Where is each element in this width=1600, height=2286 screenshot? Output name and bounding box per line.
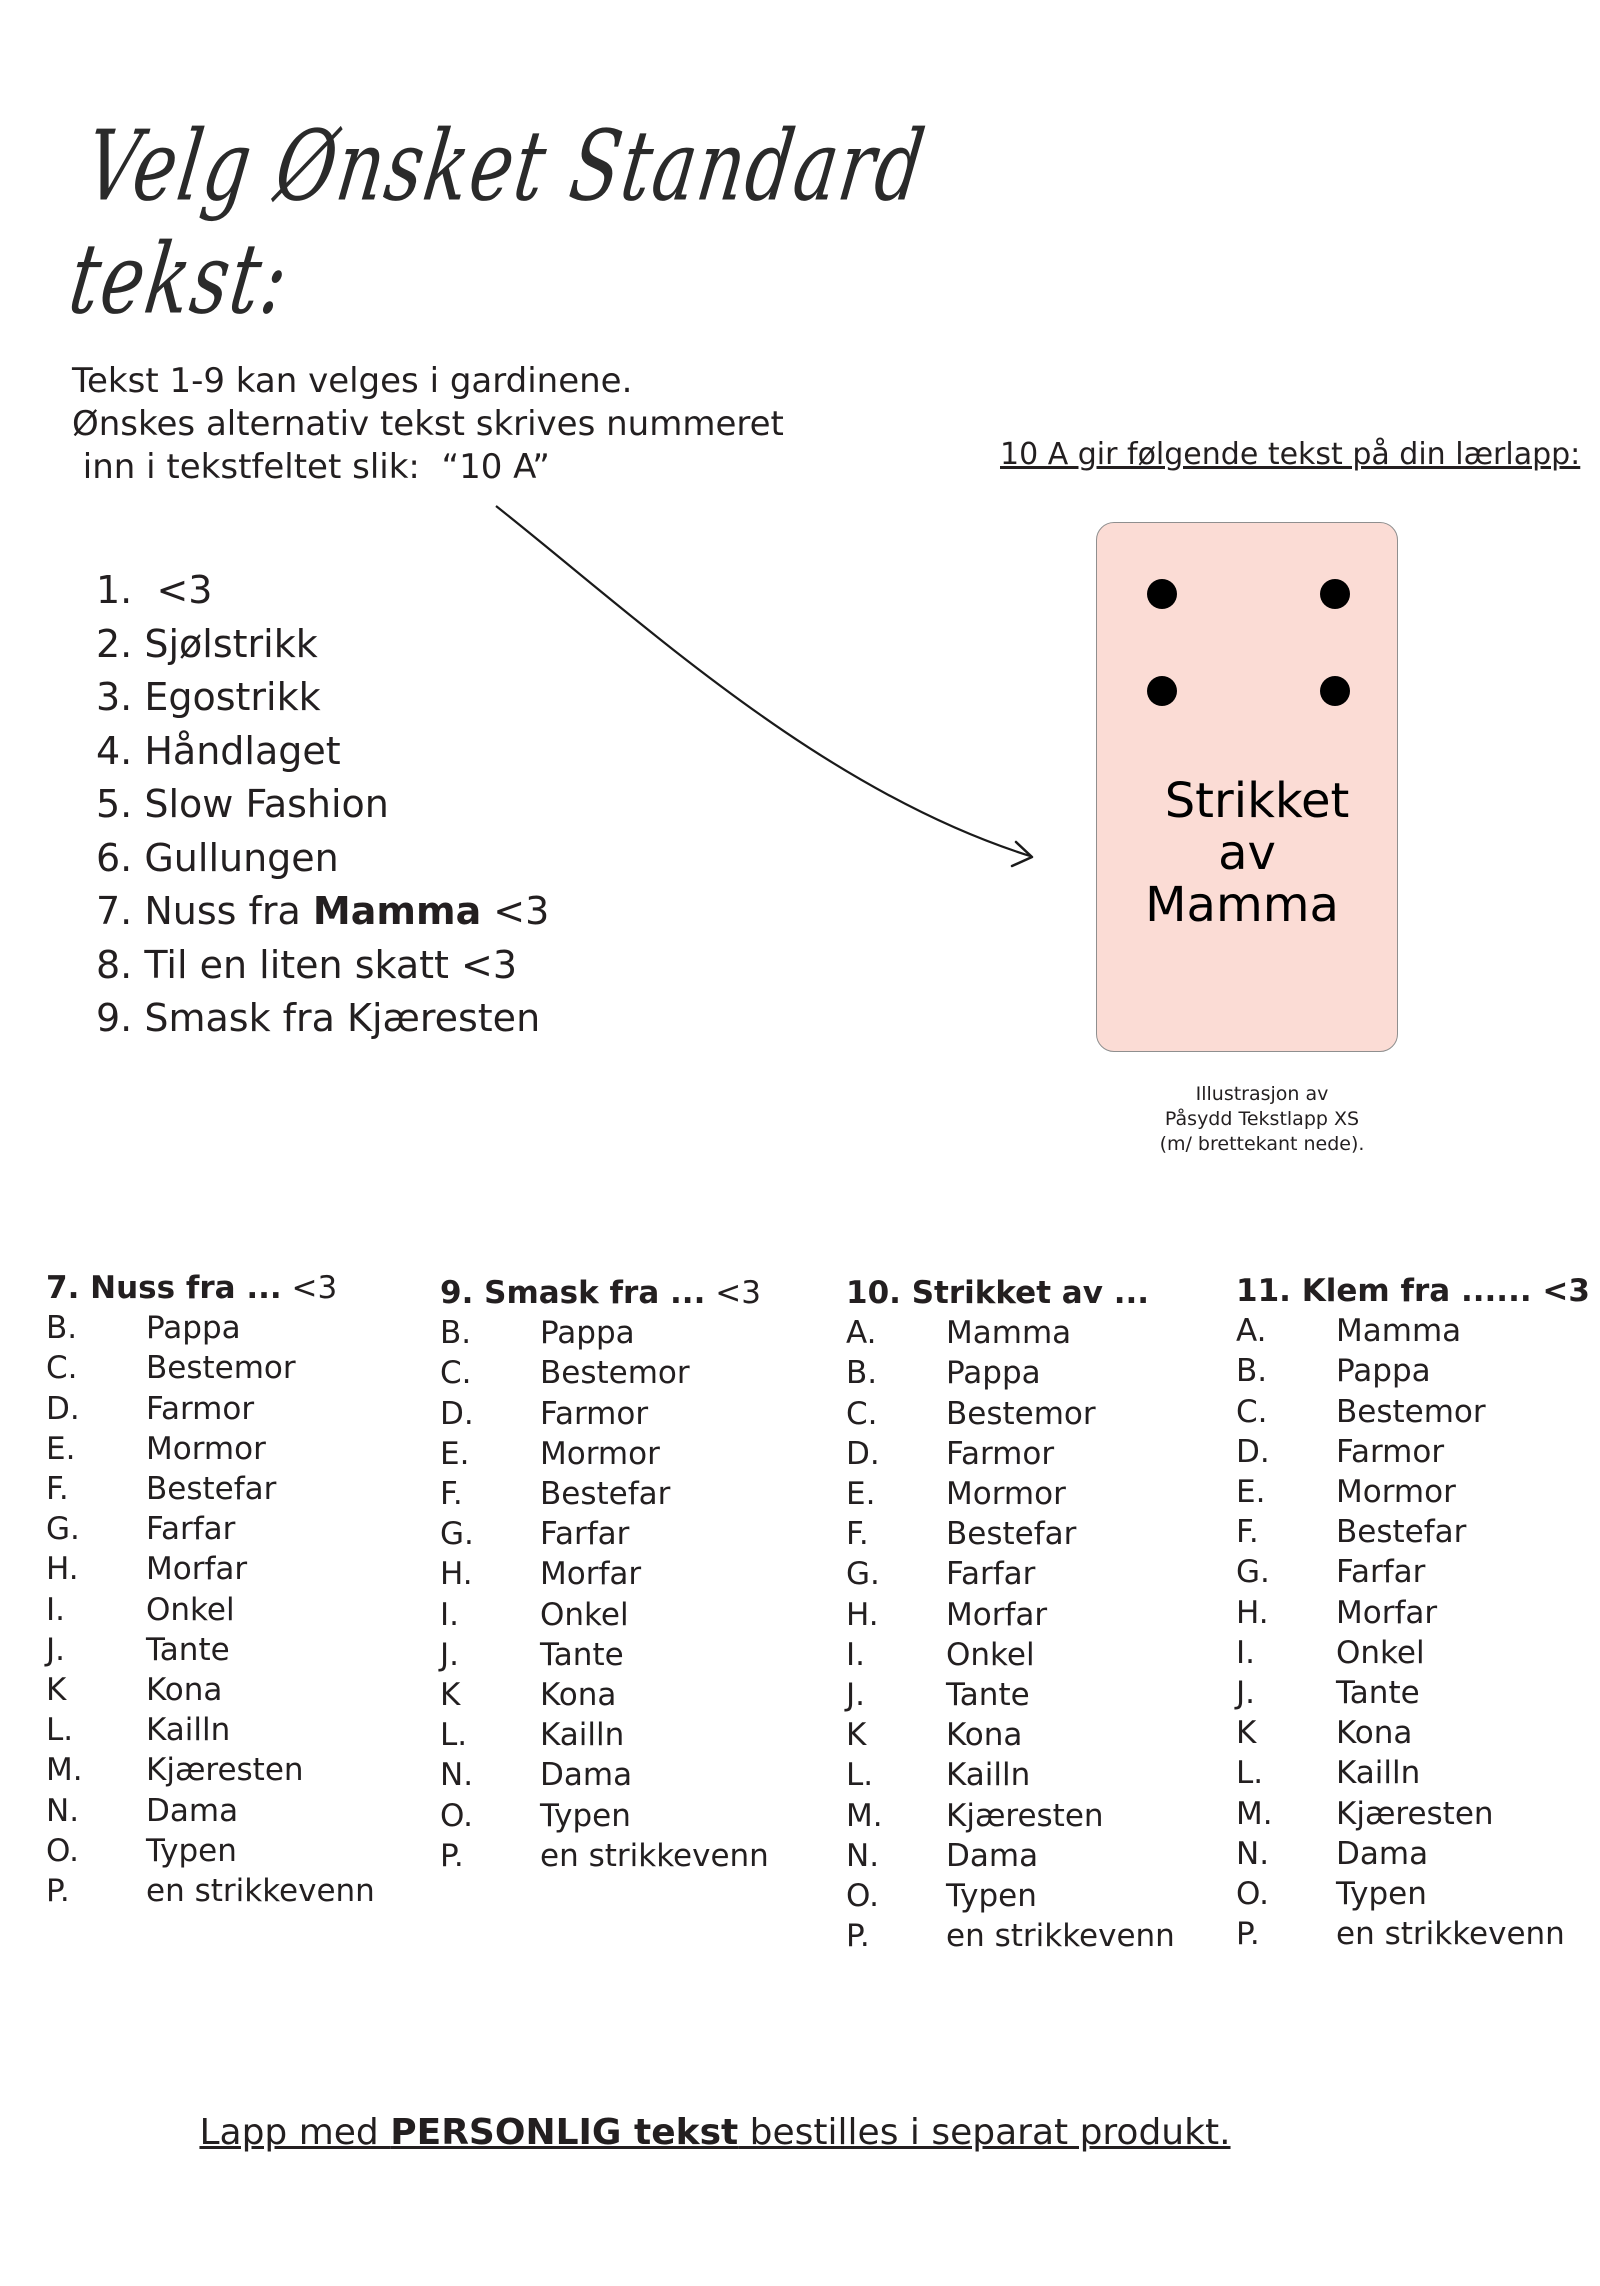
- table-row: K Kona: [440, 1677, 617, 1714]
- caption-line: (m/ brettekant nede).: [1159, 1133, 1365, 1155]
- table-row: O. Typen: [46, 1832, 237, 1869]
- table-row: C. Bestemor: [440, 1355, 690, 1392]
- table-row: L. Kailln: [1236, 1755, 1421, 1792]
- table-row: I. Onkel: [46, 1591, 235, 1628]
- caption-line: Illustrasjon av: [1195, 1083, 1329, 1105]
- card-line: Mamma: [1145, 877, 1339, 933]
- hole-icon: [1147, 676, 1177, 706]
- table-row: H. Morfar: [1236, 1594, 1438, 1631]
- page-title: Velg Ønsket Standard tekst:: [63, 108, 933, 336]
- table-row: I. Onkel: [440, 1596, 629, 1633]
- table-row: A. Mamma: [1236, 1313, 1462, 1350]
- column-smask-fra: [440, 1273, 820, 1876]
- hole-icon: [1320, 676, 1350, 706]
- table-row: H. Morfar: [440, 1556, 642, 1593]
- card-line: Strikket: [1164, 773, 1350, 829]
- table-row: A. Mamma: [846, 1315, 1072, 1352]
- table-row: B. Pappa: [440, 1315, 635, 1352]
- table-row: C. Bestemor: [46, 1350, 296, 1387]
- table-row: F. Bestefar: [1236, 1514, 1467, 1551]
- list-item: 6. Gullungen: [96, 835, 339, 880]
- table-row: N. Dama: [440, 1757, 633, 1794]
- table-row: L. Kailln: [46, 1712, 231, 1749]
- table-row: O. Typen: [440, 1797, 631, 1834]
- hole-icon: [1320, 579, 1350, 609]
- table-row: B. Pappa: [46, 1310, 241, 1347]
- list-item: 5. Slow Fashion: [96, 782, 389, 826]
- card-text: [1097, 775, 1397, 931]
- column-heading: 9. Smask fra ... <3: [440, 1275, 761, 1311]
- table-row: H. Morfar: [846, 1596, 1048, 1633]
- table-row: C. Bestemor: [1236, 1393, 1486, 1430]
- table-row: F. Bestefar: [440, 1476, 671, 1513]
- table-row: F. Bestefar: [846, 1516, 1077, 1553]
- table-row: P. en strikkevenn: [846, 1918, 1175, 1955]
- table-row: D. Farmor: [846, 1435, 1055, 1472]
- table-row: P. en strikkevenn: [46, 1873, 375, 1910]
- column-heading: 7. Nuss fra ... <3: [46, 1270, 338, 1306]
- table-row: D. Farmor: [440, 1395, 649, 1432]
- table-row: F. Bestefar: [46, 1471, 277, 1508]
- column-heading: 10. Strikket av ...: [846, 1275, 1150, 1311]
- column-nuss-fra: [46, 1268, 426, 1911]
- list-item: 7. Nuss fra Mamma <3: [96, 889, 550, 933]
- intro-line: Tekst 1-9 kan velges i gardinene.: [72, 361, 633, 401]
- table-row: O. Typen: [1236, 1876, 1427, 1913]
- table-row: I. Onkel: [846, 1636, 1035, 1673]
- caption-line: Påsydd Tekstlapp XS: [1164, 1108, 1360, 1130]
- table-row: K Kona: [846, 1717, 1023, 1754]
- table-row: N. Dama: [46, 1792, 239, 1829]
- table-row: B. Pappa: [846, 1355, 1041, 1392]
- example-heading: 10 A gir følgende tekst på din lærlapp:: [1000, 437, 1581, 472]
- list-item: 1. <3: [96, 568, 213, 612]
- intro-line: Ønskes alternativ tekst skrives nummeret: [72, 404, 784, 444]
- card-caption: [1112, 1082, 1412, 1157]
- table-row: I. Onkel: [1236, 1634, 1425, 1671]
- table-row: E. Mormor: [440, 1435, 660, 1472]
- list-item: 9. Smask fra Kjæresten: [96, 996, 541, 1040]
- hole-icon: [1147, 579, 1177, 609]
- table-row: G. Farfar: [1236, 1554, 1426, 1591]
- column-klem-fra: [1236, 1271, 1600, 1954]
- table-row: N. Dama: [846, 1837, 1039, 1874]
- table-row: G. Farfar: [440, 1516, 630, 1553]
- table-row: P. en strikkevenn: [1236, 1916, 1565, 1953]
- list-item: 3. Egostrikk: [96, 675, 321, 719]
- table-row: J. Tante: [46, 1631, 230, 1668]
- footer-note: Lapp med PERSONLIG tekst bestilles i separat produkt.: [199, 2112, 1231, 2153]
- table-row: D. Farmor: [1236, 1433, 1445, 1470]
- table-row: J. Tante: [1236, 1675, 1420, 1712]
- table-row: E. Mormor: [1236, 1474, 1456, 1511]
- table-row: M. Kjæresten: [846, 1797, 1104, 1834]
- table-row: B. Pappa: [1236, 1353, 1431, 1390]
- column-heading: 11. Klem fra ...... <3: [1236, 1273, 1590, 1309]
- table-row: K Kona: [1236, 1715, 1413, 1752]
- label-card: [1096, 522, 1398, 1052]
- table-row: N. Dama: [1236, 1835, 1429, 1872]
- table-row: M. Kjæresten: [1236, 1795, 1494, 1832]
- list-item: 2. Sjølstrikk: [96, 621, 318, 666]
- table-row: G. Farfar: [846, 1556, 1036, 1593]
- table-row: P. en strikkevenn: [440, 1837, 769, 1874]
- table-row: H. Morfar: [46, 1551, 248, 1588]
- table-row: L. Kailln: [846, 1757, 1031, 1794]
- card-line: av: [1218, 825, 1276, 881]
- list-item: 4. Håndlaget: [96, 728, 341, 773]
- list-item: 8. Til en liten skatt <3: [96, 942, 518, 987]
- table-row: J. Tante: [440, 1636, 624, 1673]
- table-row: L. Kailln: [440, 1717, 625, 1754]
- table-row: O. Typen: [846, 1878, 1037, 1915]
- table-row: J. Tante: [846, 1677, 1030, 1714]
- table-row: E. Mormor: [846, 1476, 1066, 1513]
- table-row: K Kona: [46, 1672, 223, 1709]
- intro-line: inn i tekstfeltet slik: “10 A”: [72, 447, 550, 487]
- table-row: E. Mormor: [46, 1430, 266, 1467]
- table-row: C. Bestemor: [846, 1395, 1096, 1432]
- table-row: D. Farmor: [46, 1390, 255, 1427]
- table-row: M. Kjæresten: [46, 1752, 304, 1789]
- table-row: G. Farfar: [46, 1511, 236, 1548]
- column-strikket-av: [846, 1273, 1226, 1956]
- standard-text-list: [96, 564, 696, 1046]
